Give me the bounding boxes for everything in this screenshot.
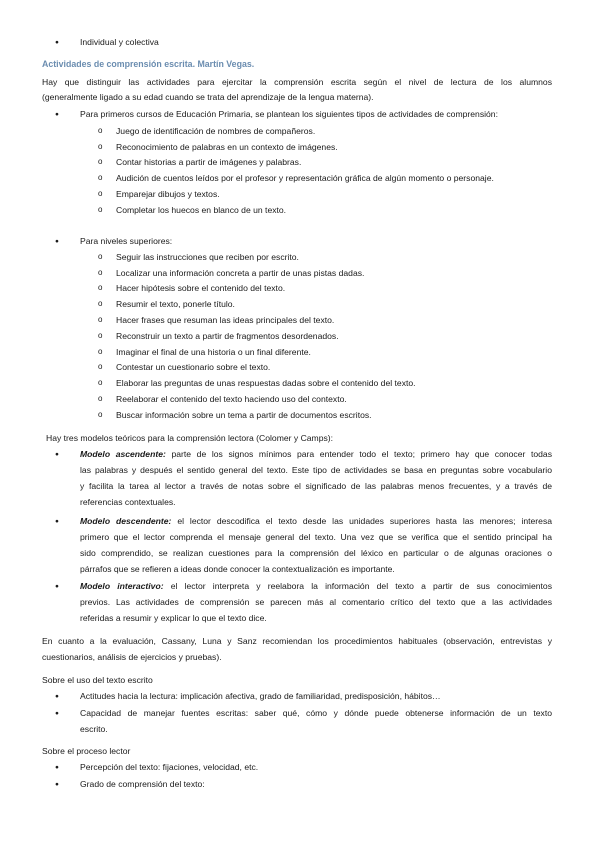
model-interactivo [80,581,552,592]
model-text: parte de los signos mínimos para entender todo el texto; primero hay que conocer todas [171,449,552,459]
list-item: o Hacer frases que resuman las ideas principales del texto. [116,315,334,326]
list-item: o Resumir el texto, ponerle título. [116,299,235,310]
higher-levels-label: ● Para niveles superiores: [80,236,172,247]
subheading-uso: Sobre el uso del texto escrito [42,675,153,685]
list-item: o Reconstruir un texto a partir de fragmentos desordenados. [116,331,339,342]
model-line: párrafos que se refieren a ideas donde conocer la contextualización es importante. [80,564,395,574]
model-text: el lector descodifica el texto desde las unidades superiores hasta las menores; interesa [177,516,553,526]
list-item: o Reconocimiento de palabras en un contexto de imágenes. [116,142,338,153]
model-line: y facilita la tarea al lector a través de notas sobre el significado de las palabras menos frecuentes, y a través de [80,481,552,491]
list-item: o Localizar una información concreta a partir de unas pistas dadas. [116,268,364,279]
section-heading: Actividades de comprensión escrita. Martín Vegas. [42,59,255,69]
list-item: o Completar los huecos en blanco de un texto. [116,205,286,216]
model-line: referencias contextuales. [80,497,176,507]
list-item: ● Grado de comprensión del texto: [80,779,205,790]
list-item: ● Individual y colectiva [80,37,159,48]
list-item: o Seguir las instrucciones que reciben por escrito. [116,252,299,263]
models-intro: Hay tres modelos teóricos para la comprensión lectora (Colomer y Camps): [46,433,334,443]
model-descendente [80,516,552,527]
model-line: referidas a resumir y explicar lo que el texto dice. [80,613,267,623]
list-item: o Reelaborar el contenido del texto haciendo uso del contexto. [116,394,347,405]
list-item: o Juego de identificación de nombres de compañeros. [116,126,315,137]
model-ascendente [80,449,552,460]
list-item: o Audición de cuentos leídos por el profesor y representación gráfica de algún momento o personaje. [116,173,494,184]
model-name: Modelo ascendente: [80,449,166,459]
list-item: o Contestar un cuestionario sobre el texto. [116,362,270,373]
model-line: previos. Las actividades de comprensión se parecen más al comentario crítico del texto que a las actividades [80,597,552,607]
first-courses-label: ● Para primeros cursos de Educación Primaria, se plantean los siguientes tipos de actividades de comprensión: [80,109,498,120]
model-line: sido comprendido, se realizan cuestiones para la comprensión del léxico en particular o de algunas oraciones o [80,548,552,558]
intro-line-1: Hay que distinguir las actividades para ejercitar la comprensión escrita según el nivel de lectura de los alumnos [42,77,552,87]
list-item: o Imaginar el final de una historia o un final diferente. [116,347,311,358]
list-item: ● Percepción del texto: fijaciones, velocidad, etc. [80,762,258,773]
list-item: o Hacer hipótesis sobre el contenido del texto. [116,283,285,294]
model-line: primero que el lector comprenda el mensaje general del texto. Una vez que se verifica que el sentido principal ha [80,532,552,542]
evaluation-line-1: En cuanto a la evaluación, Cassany, Luna y Sanz recomiendan los procedimientos habituales (observación, entrevistas y [42,636,552,646]
model-name: Modelo descendente: [80,516,172,526]
model-name: Modelo interactivo: [80,581,164,591]
subheading-proceso: Sobre el proceso lector [42,746,131,756]
list-item: o Elaborar las preguntas de unas respuestas dadas sobre el contenido del texto. [116,378,416,389]
list-item-continuation: escrito. [80,724,108,734]
model-text: el lector interpreta y reelabora la información del texto a partir de sus conocimientos [170,581,552,591]
list-item: o Buscar información sobre un tema a partir de documentos escritos. [116,410,372,421]
model-line: las palabras y después el sentido general del texto. Este tipo de actividades se basa en preguntas sobre vocabulario [80,465,552,475]
evaluation-line-2: cuestionarios, análisis de ejercicios y pruebas). [42,652,222,662]
list-item: ● Capacidad de manejar fuentes escritas: saber qué, cómo y dónde puede obtenerse información de un texto [80,708,552,719]
list-item: o Contar historias a partir de imágenes y palabras. [116,157,301,168]
list-item: ● Actitudes hacia la lectura: implicación afectiva, grado de familiaridad, predisposición, hábitos… [80,691,441,702]
intro-line-2: (generalmente ligado a su edad cuando se trata del aprendizaje de la lengua materna). [42,92,374,102]
list-item: o Emparejar dibujos y textos. [116,189,220,200]
